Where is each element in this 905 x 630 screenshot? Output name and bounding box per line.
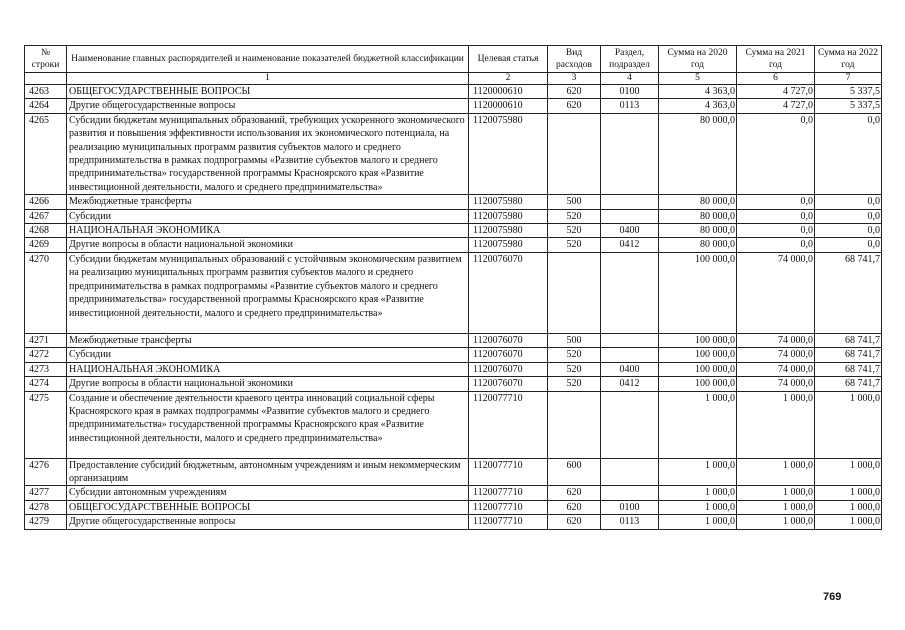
row-name: Межбюджетные трансферты	[67, 195, 469, 209]
table-row	[25, 99, 882, 113]
row-number: 4266	[25, 195, 67, 209]
row-name: НАЦИОНАЛЬНАЯ ЭКОНОМИКА	[67, 362, 469, 376]
row-target-article: 1120000610	[469, 85, 548, 99]
row-sum-2022: 68 741,7	[815, 348, 882, 362]
row-sum-2020: 100 000,0	[659, 333, 737, 347]
row-sum-2020: 4 363,0	[659, 85, 737, 99]
row-sum-2022: 5 337,5	[815, 85, 882, 99]
row-expense-type: 520	[548, 362, 601, 376]
column-number: 2	[469, 73, 548, 85]
row-sum-2022: 1 000,0	[815, 391, 882, 458]
row-sum-2021: 4 727,0	[737, 85, 815, 99]
page-number: 769	[823, 591, 842, 603]
row-name: Субсидии автономным учреждениям	[67, 486, 469, 500]
row-number: 4265	[25, 113, 67, 194]
budget-table	[24, 45, 882, 530]
row-number: 4277	[25, 486, 67, 500]
row-name: Другие общегосударственные вопросы	[67, 515, 469, 529]
column-number	[25, 73, 67, 85]
row-section	[601, 195, 659, 209]
row-section: 0113	[601, 515, 659, 529]
row-number: 4269	[25, 238, 67, 252]
row-expense-type: 520	[548, 209, 601, 223]
row-expense-type: 520	[548, 224, 601, 238]
header-target-article: Целевая статья	[469, 46, 548, 73]
row-target-article: 1120000610	[469, 99, 548, 113]
header-row-number: № строки	[25, 46, 67, 73]
row-sum-2021: 1 000,0	[737, 486, 815, 500]
row-name: Другие общегосударственные вопросы	[67, 99, 469, 113]
row-sum-2020: 1 000,0	[659, 515, 737, 529]
header-name: Наименование главных распорядителей и наименование показателей бюджетной классификации	[67, 46, 469, 73]
table-row	[25, 486, 882, 500]
row-sum-2021: 74 000,0	[737, 377, 815, 391]
row-sum-2022: 0,0	[815, 224, 882, 238]
row-target-article: 1120075980	[469, 195, 548, 209]
row-sum-2020: 80 000,0	[659, 113, 737, 194]
row-number: 4271	[25, 333, 67, 347]
table-row	[25, 333, 882, 347]
row-sum-2020: 100 000,0	[659, 362, 737, 376]
column-number: 1	[67, 73, 469, 85]
row-expense-type: 500	[548, 195, 601, 209]
row-expense-type: 520	[548, 348, 601, 362]
column-number: 5	[659, 73, 737, 85]
row-number: 4263	[25, 85, 67, 99]
row-sum-2022: 0,0	[815, 113, 882, 194]
column-number: 6	[737, 73, 815, 85]
table-row	[25, 377, 882, 391]
row-sum-2021: 74 000,0	[737, 333, 815, 347]
row-sum-2021: 0,0	[737, 195, 815, 209]
row-sum-2022: 1 000,0	[815, 500, 882, 514]
row-expense-type: 600	[548, 458, 601, 486]
row-sum-2022: 0,0	[815, 238, 882, 252]
table-row	[25, 252, 882, 333]
row-sum-2020: 100 000,0	[659, 377, 737, 391]
column-number: 4	[601, 73, 659, 85]
row-target-article: 1120075980	[469, 224, 548, 238]
row-sum-2020: 80 000,0	[659, 195, 737, 209]
row-section	[601, 391, 659, 458]
row-sum-2020: 80 000,0	[659, 238, 737, 252]
row-sum-2022: 68 741,7	[815, 252, 882, 333]
row-sum-2021: 74 000,0	[737, 362, 815, 376]
row-sum-2020: 1 000,0	[659, 500, 737, 514]
row-sum-2021: 0,0	[737, 113, 815, 194]
row-sum-2021: 4 727,0	[737, 99, 815, 113]
row-section: 0113	[601, 99, 659, 113]
row-sum-2022: 68 741,7	[815, 377, 882, 391]
row-sum-2020: 100 000,0	[659, 252, 737, 333]
row-expense-type: 520	[548, 377, 601, 391]
row-expense-type	[548, 391, 601, 458]
row-section: 0100	[601, 85, 659, 99]
row-sum-2020: 4 363,0	[659, 99, 737, 113]
row-expense-type: 620	[548, 515, 601, 529]
row-number: 4268	[25, 224, 67, 238]
header-expense-type: Вид расходов	[548, 46, 601, 73]
header-sum-2022: Сумма на 2022 год	[815, 46, 882, 73]
row-number: 4276	[25, 458, 67, 486]
row-number: 4270	[25, 252, 67, 333]
row-number: 4278	[25, 500, 67, 514]
budget-table-sheet	[24, 45, 882, 530]
row-name: НАЦИОНАЛЬНАЯ ЭКОНОМИКА	[67, 224, 469, 238]
row-target-article: 1120077710	[469, 500, 548, 514]
row-sum-2021: 74 000,0	[737, 348, 815, 362]
row-target-article: 1120075980	[469, 209, 548, 223]
row-sum-2022: 0,0	[815, 195, 882, 209]
row-section	[601, 209, 659, 223]
row-name: Субсидии	[67, 348, 469, 362]
row-name: ОБЩЕГОСУДАРСТВЕННЫЕ ВОПРОСЫ	[67, 85, 469, 99]
row-sum-2021: 0,0	[737, 224, 815, 238]
row-sum-2022: 1 000,0	[815, 486, 882, 500]
row-section	[601, 486, 659, 500]
row-sum-2020: 80 000,0	[659, 224, 737, 238]
row-expense-type	[548, 252, 601, 333]
header-section: Раздел, подраздел	[601, 46, 659, 73]
row-section: 0400	[601, 224, 659, 238]
row-sum-2020: 80 000,0	[659, 209, 737, 223]
row-target-article: 1120076070	[469, 252, 548, 333]
row-expense-type: 620	[548, 486, 601, 500]
header-sum-2020: Сумма на 2020 год	[659, 46, 737, 73]
row-expense-type: 620	[548, 85, 601, 99]
row-name: Создание и обеспечение деятельности краевого центра инноваций социальной сферы Красноярского края в рамках подпрограммы «Развитие субъектов малого и среднего предпринимательства» государственной программы Красноярского края «Развитие инвестиционной деятельности, малого и среднего предпринимательства»	[67, 391, 469, 458]
row-sum-2020: 1 000,0	[659, 486, 737, 500]
table-row	[25, 195, 882, 209]
row-target-article: 1120075980	[469, 238, 548, 252]
row-name: Другие вопросы в области национальной экономики	[67, 377, 469, 391]
row-number: 4273	[25, 362, 67, 376]
row-name: Межбюджетные трансферты	[67, 333, 469, 347]
table-row	[25, 113, 882, 194]
table-row	[25, 458, 882, 486]
row-section: 0412	[601, 238, 659, 252]
row-number: 4279	[25, 515, 67, 529]
row-number: 4272	[25, 348, 67, 362]
table-row	[25, 85, 882, 99]
row-sum-2021: 0,0	[737, 209, 815, 223]
table-body	[25, 85, 882, 530]
row-section: 0100	[601, 500, 659, 514]
row-section	[601, 458, 659, 486]
table-row	[25, 348, 882, 362]
row-sum-2020: 100 000,0	[659, 348, 737, 362]
column-number: 3	[548, 73, 601, 85]
row-number: 4275	[25, 391, 67, 458]
table-row	[25, 224, 882, 238]
row-number: 4274	[25, 377, 67, 391]
row-section	[601, 252, 659, 333]
row-sum-2021: 1 000,0	[737, 458, 815, 486]
row-section: 0400	[601, 362, 659, 376]
row-name: Другие вопросы в области национальной экономики	[67, 238, 469, 252]
row-expense-type: 500	[548, 333, 601, 347]
row-sum-2020: 1 000,0	[659, 458, 737, 486]
table-row	[25, 238, 882, 252]
row-sum-2022: 68 741,7	[815, 362, 882, 376]
table-row	[25, 209, 882, 223]
row-target-article: 1120076070	[469, 333, 548, 347]
row-number: 4264	[25, 99, 67, 113]
row-target-article: 1120076070	[469, 362, 548, 376]
row-sum-2021: 0,0	[737, 238, 815, 252]
row-sum-2022: 5 337,5	[815, 99, 882, 113]
row-section: 0412	[601, 377, 659, 391]
row-sum-2022: 1 000,0	[815, 458, 882, 486]
row-name: Субсидии	[67, 209, 469, 223]
column-number: 7	[815, 73, 882, 85]
row-sum-2022: 0,0	[815, 209, 882, 223]
row-target-article: 1120077710	[469, 458, 548, 486]
header-sum-2021: Сумма на 2021 год	[737, 46, 815, 73]
row-target-article: 1120077710	[469, 391, 548, 458]
table-row	[25, 515, 882, 529]
row-target-article: 1120077710	[469, 486, 548, 500]
row-expense-type: 620	[548, 500, 601, 514]
row-sum-2021: 1 000,0	[737, 515, 815, 529]
row-section	[601, 348, 659, 362]
row-name: ОБЩЕГОСУДАРСТВЕННЫЕ ВОПРОСЫ	[67, 500, 469, 514]
row-target-article: 1120076070	[469, 377, 548, 391]
row-sum-2021: 1 000,0	[737, 391, 815, 458]
table-row	[25, 391, 882, 458]
row-name: Предоставление субсидий бюджетным, автономным учреждениям и иным некоммерческим организациям	[67, 458, 469, 486]
row-target-article: 1120076070	[469, 348, 548, 362]
table-header-row	[25, 46, 882, 73]
row-name: Субсидии бюджетам муниципальных образований, требующих ускоренного экономического развития и повышения эффективности использования их экономического потенциала, на реализацию муниципальных программ развития субъектов малого и среднего предпринимательства в рамках подпрограммы «Развитие субъектов малого и среднего предпринимательства» государственной программы Красноярского края «Развитие инвестиционной деятельности, малого и среднего предпринимательства»	[67, 113, 469, 194]
table-row	[25, 362, 882, 376]
row-sum-2021: 74 000,0	[737, 252, 815, 333]
row-sum-2021: 1 000,0	[737, 500, 815, 514]
row-section	[601, 333, 659, 347]
row-sum-2022: 68 741,7	[815, 333, 882, 347]
row-target-article: 1120077710	[469, 515, 548, 529]
row-name: Субсидии бюджетам муниципальных образований с устойчивым экономическим развитием на реализацию муниципальных программ развития субъектов малого и среднего предпринимательства в рамках подпрограммы «Развитие субъектов малого и среднего предпринимательства» государственной программы Красноярского края «Развитие инвестиционной деятельности, малого и среднего предпринимательства»	[67, 252, 469, 333]
column-number-row	[25, 73, 882, 85]
row-sum-2020: 1 000,0	[659, 391, 737, 458]
row-number: 4267	[25, 209, 67, 223]
row-target-article: 1120075980	[469, 113, 548, 194]
row-sum-2022: 1 000,0	[815, 515, 882, 529]
row-expense-type: 520	[548, 238, 601, 252]
row-section	[601, 113, 659, 194]
row-expense-type	[548, 113, 601, 194]
table-row	[25, 500, 882, 514]
row-expense-type: 620	[548, 99, 601, 113]
